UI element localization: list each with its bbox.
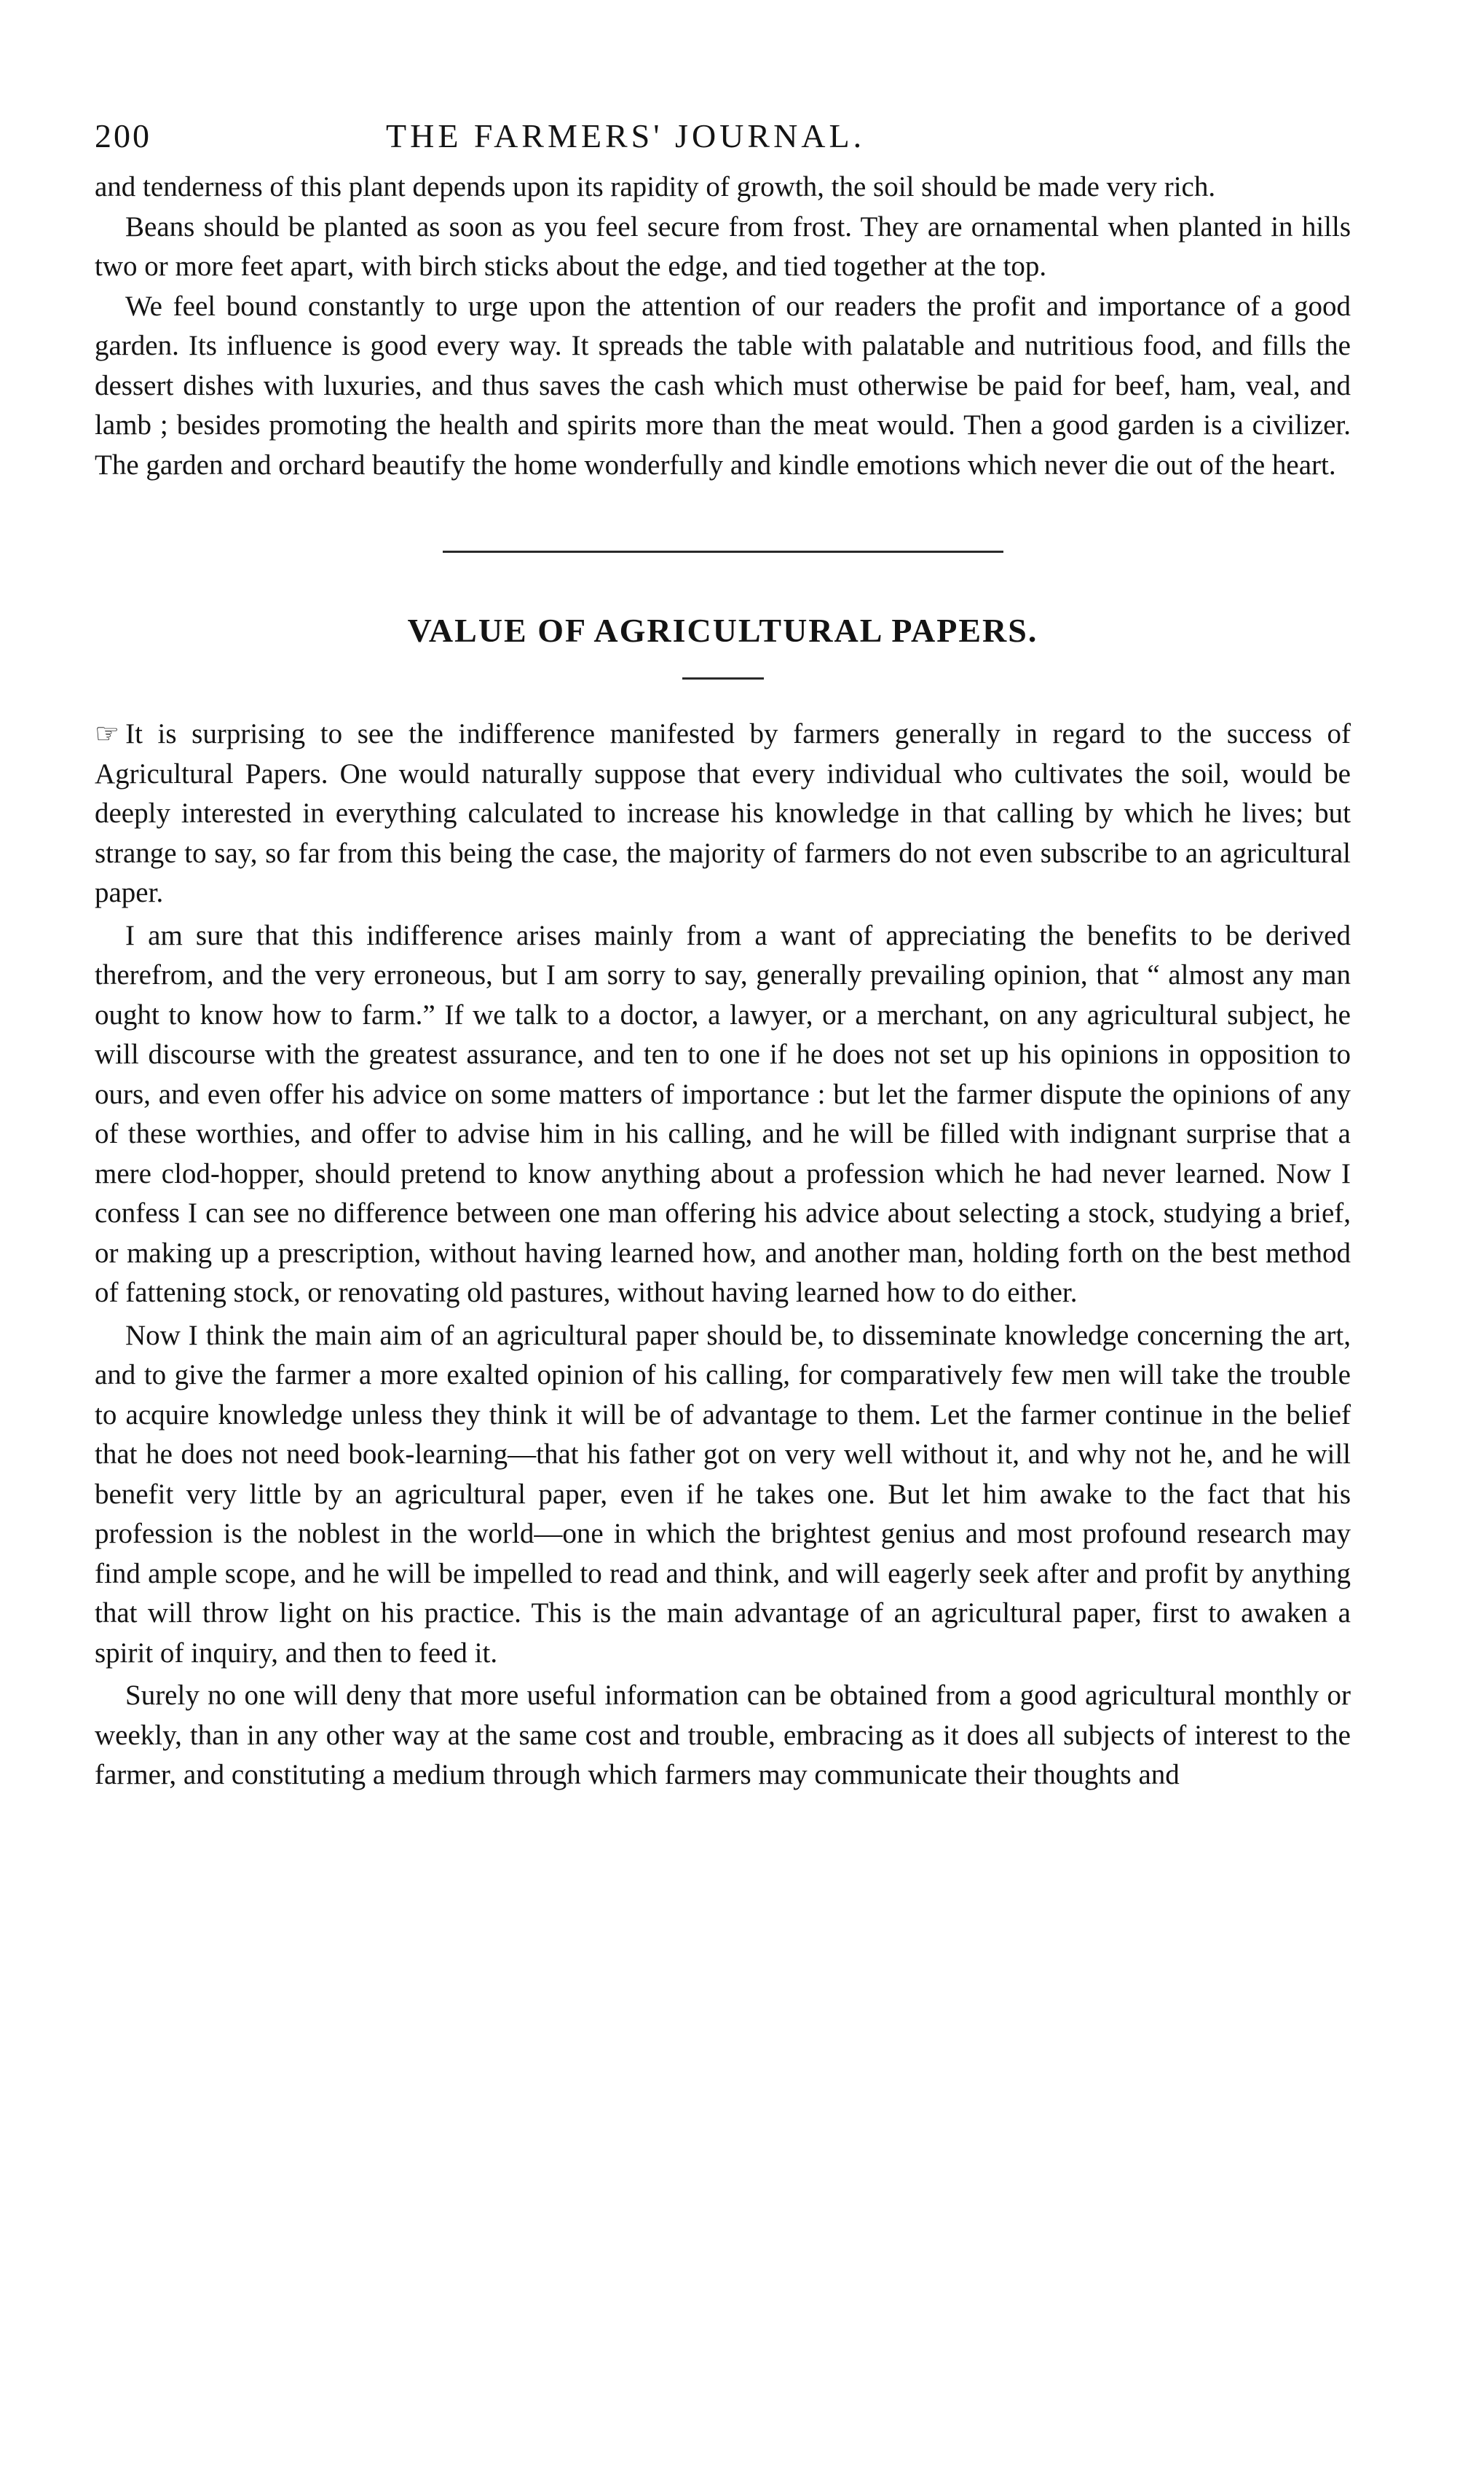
article-paragraph-text: It is surprising to see the indifference manifested by farmers generally in regard to the success of Agricultural Papers. One would naturally suppose that every individual who cultivates the soil, would be deeply interested in everything calculated to increase his knowledge in that calling by which he lives; but strange to say, so far from this being the case, the majority of farmers do not even subscribe to an agricultural paper.	[95, 718, 1351, 908]
article-title: VALUE OF AGRICULTURAL PAPERS.	[407, 612, 1038, 649]
continued-paragraph: and tenderness of this plant depends upon its rapidity of growth, the soil should be made very rich.	[95, 171, 1216, 202]
journal-page	[95, 109, 1351, 1798]
continued-paragraph: Beans should be planted as soon as you feel secure from frost. They are ornamental when planted in hills two or more feet apart, with birch sticks about the edge, and tied together at the top.	[95, 210, 1351, 282]
section-divider	[443, 551, 1003, 553]
article-paragraph: Surely no one will deny that more useful information can be obtained from a good agricultural monthly or weekly, than in any other way at the same cost and trouble, embracing as it does all subjects of interest to the farmer, and constituting a medium through which farmers may communicate their thoughts and	[95, 1680, 1351, 1790]
title-rule	[682, 677, 764, 680]
continued-text	[95, 168, 1351, 485]
journal-title: THE FARMERS' JOURNAL.	[386, 117, 866, 154]
article-paragraph: Now I think the main aim of an agricultural paper should be, to disseminate knowledge concerning the art, and to give the farmer a more exalted opinion of his calling, for comparatively few men will take the trouble to acquire knowledge unless they think it will be of advantage to them. Let the farmer continue in the belief that he does not need book-learning—that his father got on very well without it, and why not he, and he will benefit very little by an agricultural paper, even if he takes one. But let him awake to the fact that his profession is the noblest in the world—one in which the brightest genius and most profound research may find ample scope, and he will be impelled to read and think, and will eagerly seek after and profit by anything that will throw light on his practice. This is the main advantage of an agricultural paper, first to awaken a spirit of inquiry, and then to feed it.	[95, 1319, 1351, 1669]
running-head	[95, 109, 1351, 168]
pointing-hand-icon: ☞	[95, 719, 120, 749]
page-number: 200	[95, 117, 151, 154]
article-paragraph	[95, 715, 1351, 913]
continued-paragraph: We feel bound constantly to urge upon the attention of our readers the profit and importance of a good garden. Its influence is good every way. It spreads the table with palatable and nutritious food, and fills the dessert dishes with luxuries, and thus saves the cash which must otherwise be paid for beef, ham, veal, and lamb ; besides promoting the health and spirits more than the meat would. Then a good garden is a civilizer. The garden and orchard beautify the home wonderfully and kindle emotions which never die out of the heart.	[95, 290, 1351, 481]
article-paragraph: I am sure that this indifference arises mainly from a want of appreciating the benefits to be derived therefrom, and the very erroneous, but I am sorry to say, generally prevailing opinion, that “ almost any man ought to know how to farm.” If we talk to a doctor, a lawyer, or a merchant, on any agricultural subject, he will discourse with the greatest assurance, and ten to one if he does not set up his opinions in opposition to ours, and even offer his advice on some matters of importance : but let the farmer dispute the opinions of any of these worthies, and offer to advise him in his calling, and he will be filled with indignant surprise that a mere clod-hopper, should pretend to know anything about a profession which he had never learned. Now I confess I can see no difference between one man offering his advice about selecting a stock, studying a brief, or making up a prescription, without having learned how, and another man, holding forth on the best method of fattening stock, or renovating old pastures, without having learned how to do either.	[95, 919, 1351, 1308]
article-body	[95, 715, 1351, 1795]
